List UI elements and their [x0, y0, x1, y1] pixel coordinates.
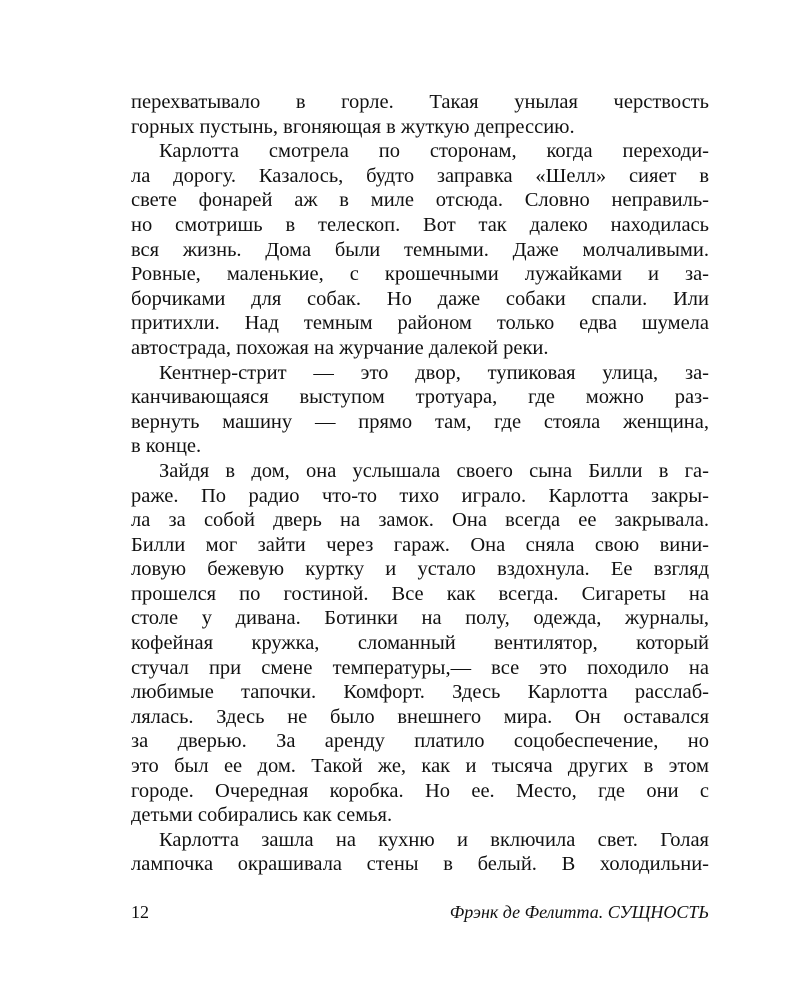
text-line: канчивающаяся выступом тротуара, где можно раз- — [131, 386, 709, 409]
text-line: лялась. Здесь не было внешнего мира. Он оставался — [131, 705, 709, 728]
page-footer — [131, 900, 709, 924]
text-line: Ровные, маленькие, с крошечными лужайками и за- — [131, 263, 709, 286]
text-line: любимые тапочки. Комфорт. Здесь Карлотта расслаб- — [131, 681, 709, 704]
text-line: прошелся по гостиной. Все как всегда. Сигареты на — [131, 582, 709, 605]
text-line: автострада, похожая на журчание далекой реки. — [131, 336, 549, 359]
text-line: притихли. Над темным районом только едва шумела — [131, 312, 709, 335]
text-line: но смотришь в телескоп. Вот так далеко находилась — [131, 213, 709, 236]
text-line: за дверью. За аренду платило соцобеспечение, но — [131, 730, 709, 753]
text-line: Кентнер-стрит — это двор, тупиковая улица, за- — [159, 361, 709, 384]
text-line: ла за собой дверь на замок. Она всегда ее закрывала. — [131, 509, 709, 532]
text-line: перехватывало в горле. Такая унылая черствость — [131, 91, 709, 113]
running-head: Фрэнк де Фелитта. СУЩНОСТЬ — [449, 902, 709, 922]
text-line: ловую бежевую куртку и устало вздохнула. Ее взгляд — [131, 558, 709, 581]
text-line: свете фонарей аж в миле отсюда. Словно неправиль- — [131, 189, 709, 212]
page-number: 12 — [131, 902, 149, 922]
text-line: борчиками для собак. Но даже собаки спали. Или — [131, 287, 709, 310]
text-line: Карлотта зашла на кухню и включила свет. Голая — [159, 828, 709, 851]
text-line: ла дорогу. Казалось, будто заправка «Шелл» сияет в — [131, 164, 709, 187]
page-body-text — [131, 90, 709, 877]
text-line: Билли мог зайти через гараж. Она сняла свою вини- — [131, 533, 709, 556]
text-line: лампочка окрашивала стены в белый. В холодильни- — [131, 853, 709, 876]
text-line: вся жизнь. Дома были темными. Даже молчаливыми. — [131, 238, 709, 261]
text-line: городе. Очередная коробка. Но ее. Место, где они с — [131, 779, 709, 802]
text-line: кофейная кружка, сломанный вентилятор, который — [131, 632, 709, 655]
text-line: горных пустынь, вгоняющая в жуткую депрессию. — [131, 115, 575, 138]
text-line: столе у дивана. Ботинки на полу, одежда, журналы, — [131, 607, 709, 630]
text-line: Зайдя в дом, она услышала своего сына Билли в га- — [159, 459, 709, 482]
text-line: это был ее дом. Такой же, как и тысяча других в этом — [131, 755, 709, 778]
text-line: в конце. — [131, 435, 202, 458]
text-line: детьми собирались как семья. — [131, 804, 393, 827]
text-line: Карлотта смотрела по сторонам, когда переходи- — [159, 140, 709, 163]
text-line: вернуть машину — прямо там, где стояла женщина, — [131, 410, 709, 433]
text-line: раже. По радио что-то тихо играло. Карлотта закры- — [131, 484, 709, 507]
text-line: стучал при смене температуры,— все это походило на — [131, 656, 709, 679]
